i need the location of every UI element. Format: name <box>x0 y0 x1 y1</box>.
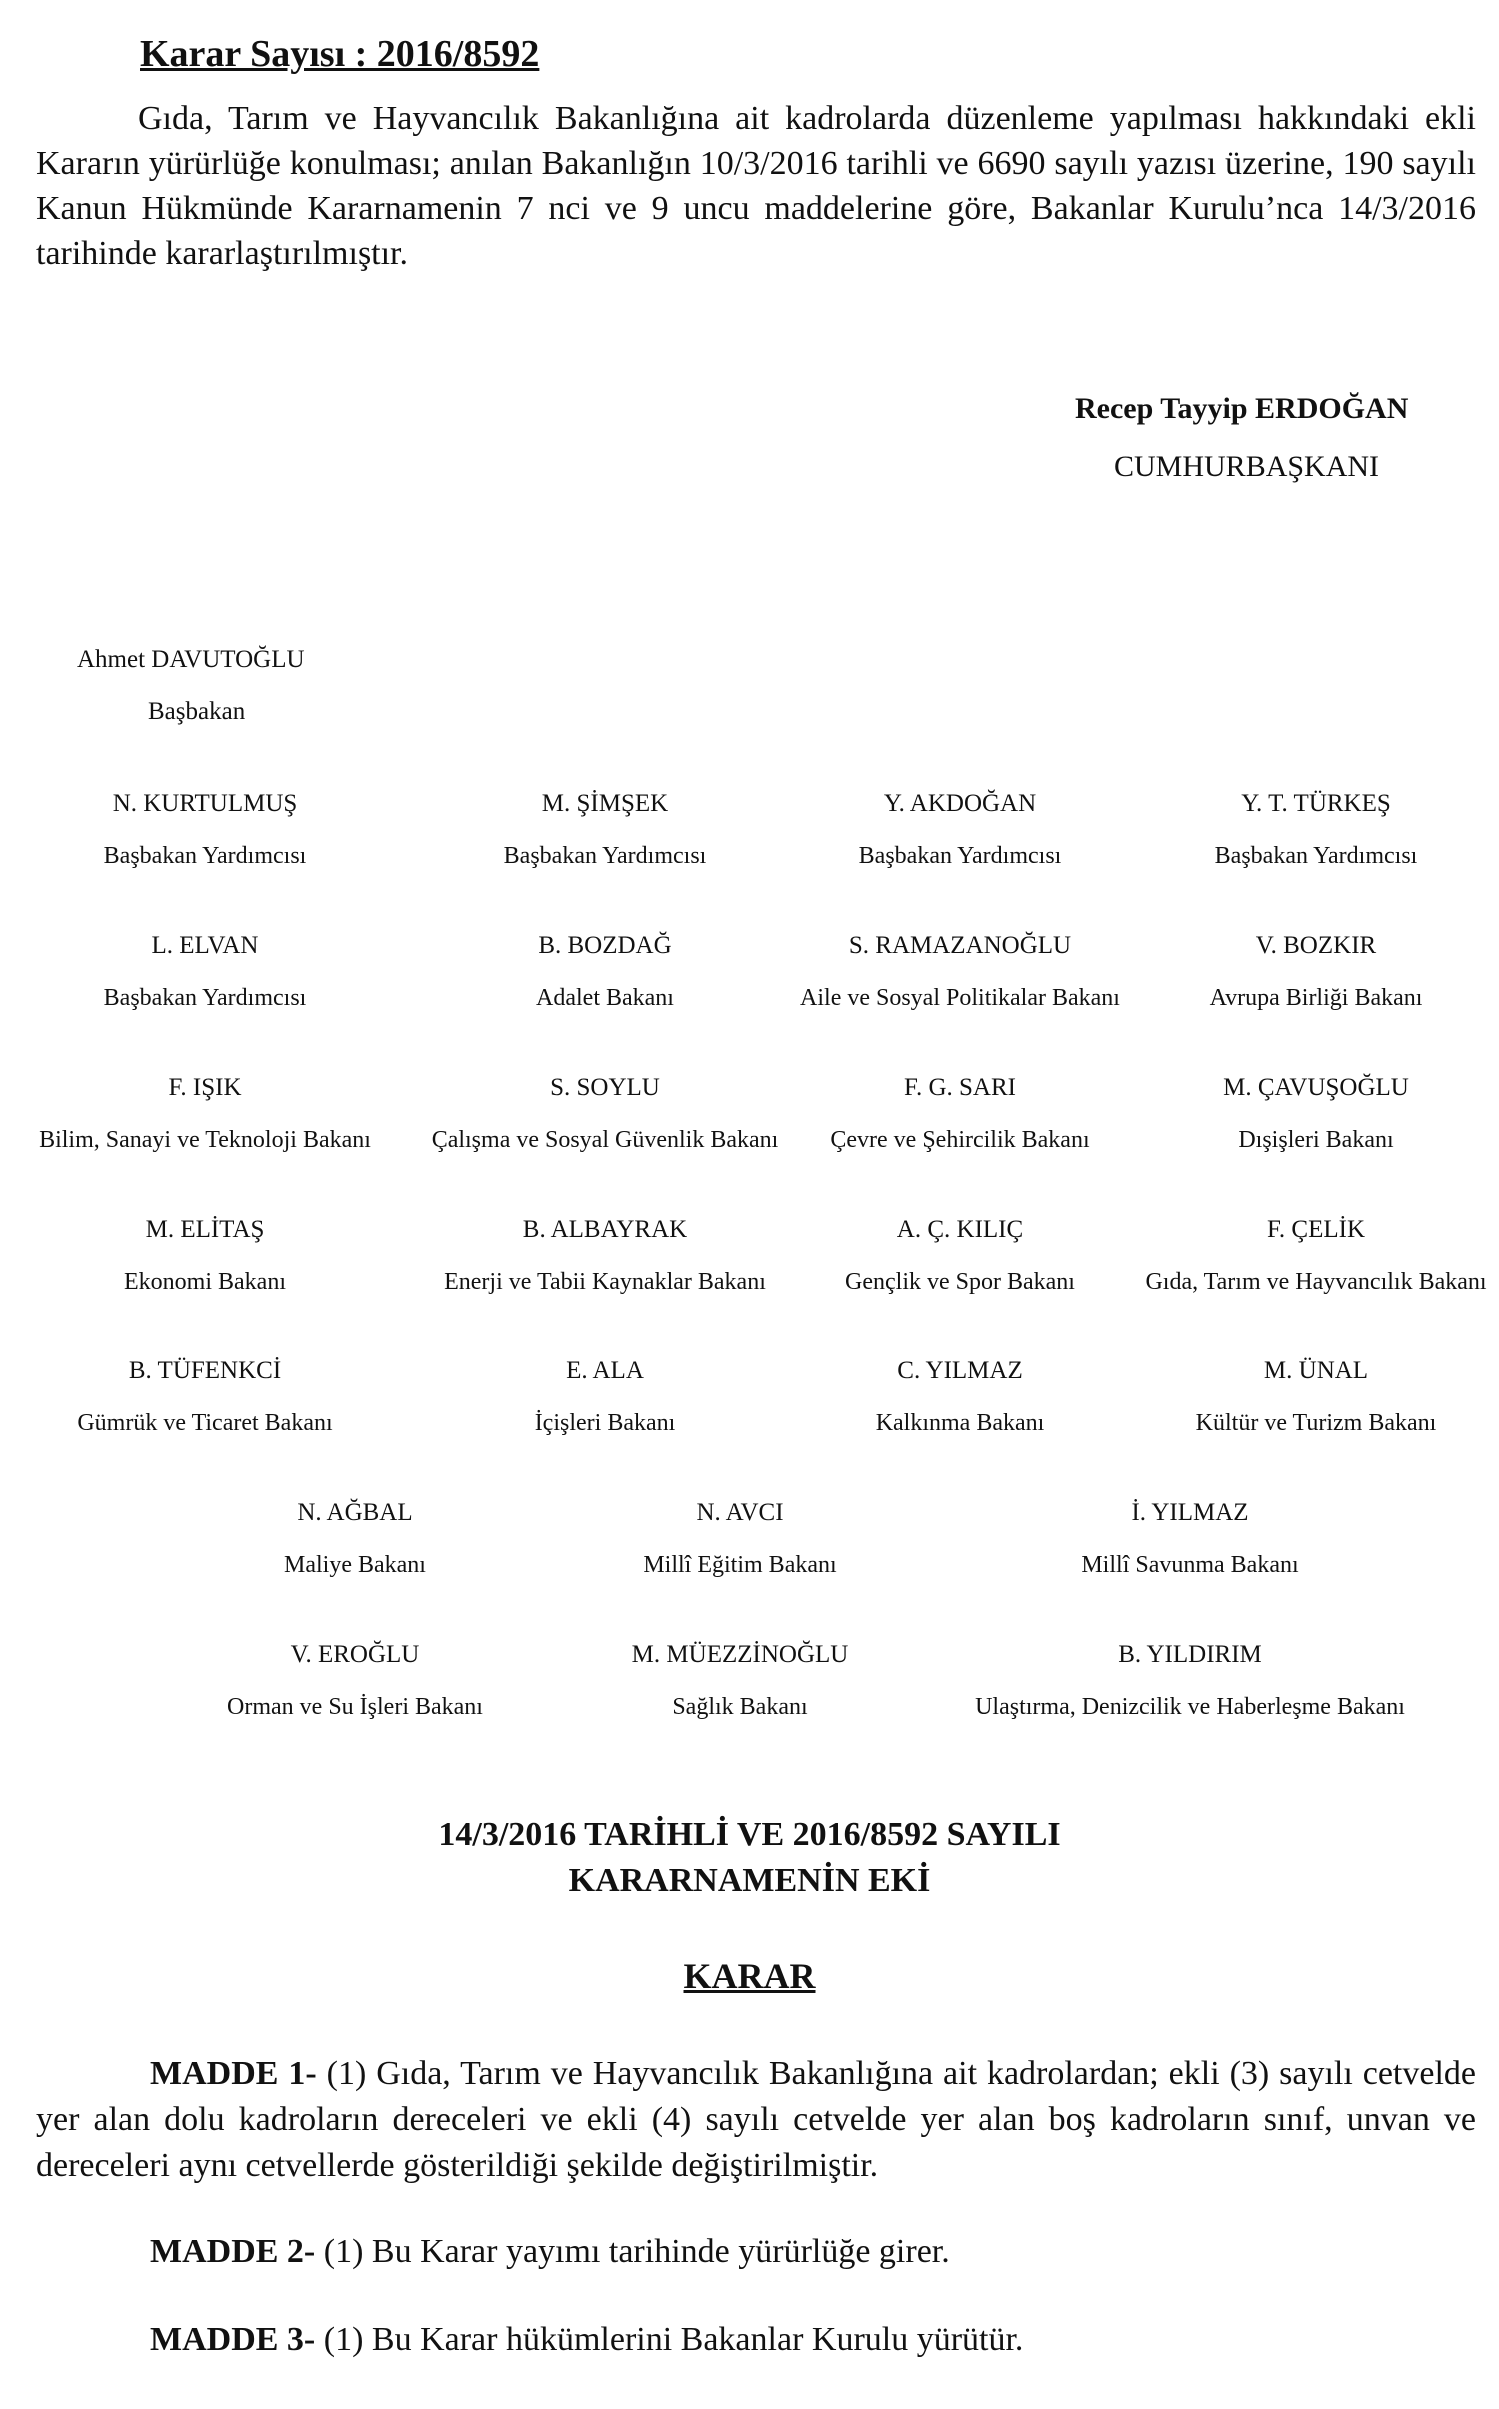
intro-paragraph: Gıda, Tarım ve Hayvancılık Bakanlığına ait kadrolarda düzenleme yapılması hakkındaki ekli Kararın yürürlüğe konulması; anılan Bakanlığın 10/3/2016 tarihli ve 6690 sayılı yazısı üzerine, 190 sayılı Kanun Hükmünde Kararnamenin 7 nci ve 9 uncu maddelerine göre, Bakanlar Kurulu’nca 14/3/2016 tarihinde kararlaştırılmıştır. <box>36 100 1476 272</box>
decree-number: Karar Sayısı : 2016/8592 <box>140 33 540 75</box>
minister-name: B. BOZDAĞ <box>538 932 672 959</box>
minister-title: Sağlık Bakanı <box>672 1694 808 1720</box>
minister-name: E. ALA <box>566 1357 644 1384</box>
annex-title-line1: 14/3/2016 TARİHLİ VE 2016/8592 SAYILI <box>438 1816 1061 1853</box>
minister-name: L. ELVAN <box>151 932 259 959</box>
minister-title: Gençlik ve Spor Bakanı <box>845 1269 1075 1295</box>
minister-title: Çalışma ve Sosyal Güvenlik Bakanı <box>431 1127 779 1153</box>
minister-title: Avrupa Birliği Bakanı <box>1209 985 1423 1011</box>
minister-name: M. ŞİMŞEK <box>541 790 669 817</box>
minister-name: N. AVCI <box>696 1499 784 1526</box>
minister-title: Kalkınma Bakanı <box>875 1410 1045 1436</box>
minister-name: A. Ç. KILIÇ <box>896 1216 1024 1243</box>
annex-title <box>0 1812 1499 1904</box>
karar-heading: KARAR <box>683 1956 816 1996</box>
minister-name: V. EROĞLU <box>290 1641 420 1668</box>
minister-title: Dışişleri Bakanı <box>1238 1127 1394 1153</box>
minister-name: V. BOZKIR <box>1255 932 1377 959</box>
article-2 <box>150 2233 950 2271</box>
minister-title: Kültür ve Turizm Bakanı <box>1195 1410 1437 1436</box>
minister-name: B. TÜFENKCİ <box>128 1357 282 1384</box>
minister-title: Adalet Bakanı <box>536 985 674 1011</box>
prime-minister-name: Ahmet DAVUTOĞLU <box>77 646 305 673</box>
minister-name: M. ÜNAL <box>1263 1357 1369 1384</box>
article-3 <box>150 2321 1023 2359</box>
minister-name: S. SOYLU <box>550 1074 660 1101</box>
minister-name: F. IŞIK <box>168 1074 242 1101</box>
minister-name: S. RAMAZANOĞLU <box>848 932 1072 959</box>
minister-title: Aile ve Sosyal Politikalar Bakanı <box>800 985 1120 1011</box>
president-name: Recep Tayyip ERDOĞAN <box>1075 392 1409 425</box>
minister-title: Ulaştırma, Denizcilik ve Haberleşme Bakanı <box>975 1694 1405 1720</box>
minister-name: N. KURTULMUŞ <box>112 790 298 817</box>
minister-title: Bilim, Sanayi ve Teknoloji Bakanı <box>39 1127 371 1153</box>
prime-minister-title: Başbakan <box>148 698 246 725</box>
minister-title: Millî Savunma Bakanı <box>1081 1552 1299 1578</box>
article-3-label: MADDE 3- <box>150 2321 316 2358</box>
minister-title: İçişleri Bakanı <box>534 1410 676 1436</box>
minister-name: İ. YILMAZ <box>1131 1499 1249 1526</box>
article-2-text: (1) Bu Karar yayımı tarihinde yürürlüğe girer. <box>323 2233 950 2270</box>
minister-title: Çevre ve Şehircilik Bakanı <box>830 1127 1090 1153</box>
minister-name: F. ÇELİK <box>1267 1216 1365 1243</box>
minister-name: F. G. SARI <box>904 1074 1016 1101</box>
minister-title: Başbakan Yardımcısı <box>503 843 707 869</box>
minister-title: Enerji ve Tabii Kaynaklar Bakanı <box>444 1269 766 1295</box>
minister-name: M. ÇAVUŞOĞLU <box>1223 1074 1409 1101</box>
minister-title: Başbakan Yardımcısı <box>1214 843 1418 869</box>
minister-name: C. YILMAZ <box>897 1357 1023 1384</box>
minister-name: B. YILDIRIM <box>1118 1641 1262 1668</box>
minister-title: Başbakan Yardımcısı <box>103 843 307 869</box>
article-1 <box>36 2051 1476 2189</box>
minister-name: M. ELİTAŞ <box>145 1216 265 1243</box>
minister-name: B. ALBAYRAK <box>522 1216 688 1243</box>
minister-name: N. AĞBAL <box>297 1499 413 1526</box>
minister-title: Maliye Bakanı <box>284 1552 426 1578</box>
article-1-label: MADDE 1- <box>150 2055 317 2092</box>
article-3-text: (1) Bu Karar hükümlerini Bakanlar Kurulu yürütür. <box>323 2321 1024 2358</box>
minister-title: Gümrük ve Ticaret Bakanı <box>77 1410 333 1436</box>
minister-title: Millî Eğitim Bakanı <box>643 1552 837 1578</box>
minister-name: Y. T. TÜRKEŞ <box>1241 790 1391 817</box>
annex-title-line2: KARARNAMENİN EKİ <box>568 1862 931 1899</box>
minister-title: Başbakan Yardımcısı <box>103 985 307 1011</box>
minister-title: Başbakan Yardımcısı <box>858 843 1062 869</box>
article-2-label: MADDE 2- <box>150 2233 316 2270</box>
president-title: CUMHURBAŞKANI <box>1114 450 1380 483</box>
minister-name: M. MÜEZZİNOĞLU <box>631 1641 849 1668</box>
minister-title: Orman ve Su İşleri Bakanı <box>227 1694 483 1720</box>
minister-title: Ekonomi Bakanı <box>124 1269 286 1295</box>
article-1-text: (1) Gıda, Tarım ve Hayvancılık Bakanlığına ait kadrolardan; ekli (3) sayılı cetvelde yer alan dolu kadroların dereceleri ve ekli (4) sayılı cetvelde yer alan boş kadroların sınıf, unvan ve dereceleri aynı cetvellerde gösterildiği şekilde değiştirilmiştir. <box>36 2055 1476 2184</box>
minister-name: Y. AKDOĞAN <box>883 790 1037 817</box>
minister-title: Gıda, Tarım ve Hayvancılık Bakanı <box>1145 1269 1487 1295</box>
